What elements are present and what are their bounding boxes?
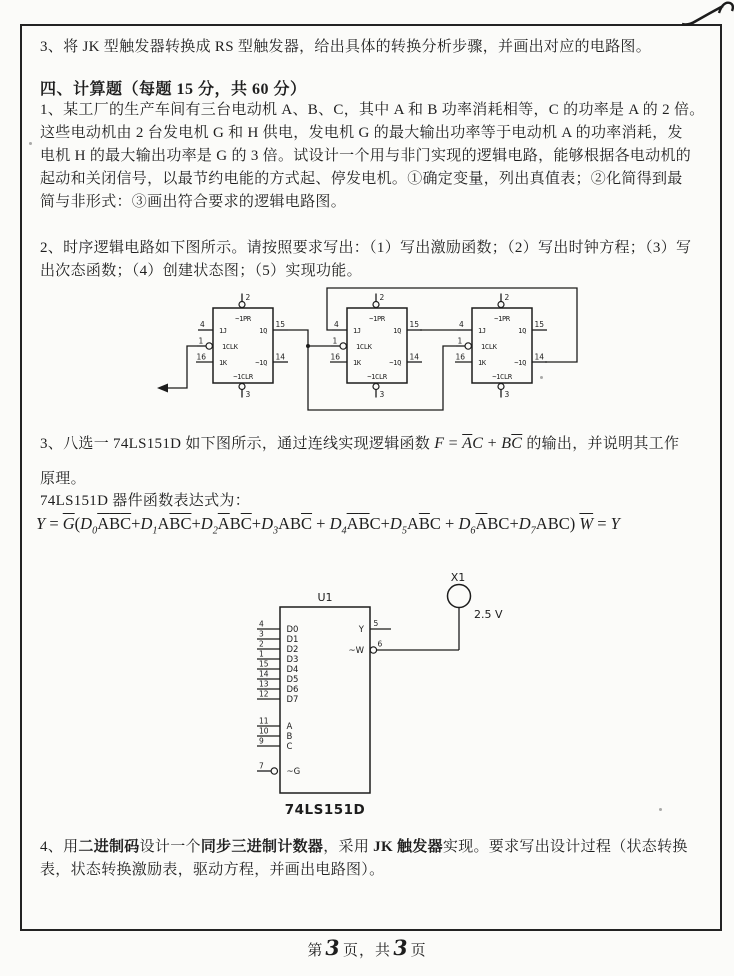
handwritten-page-number: 3: [323, 935, 343, 960]
pin-number: 16: [196, 352, 207, 362]
q-output-label: 1Q: [518, 327, 526, 335]
active-low-bubble: [498, 302, 504, 308]
section-4-header: 四、计算题（每题 15 分，共 60 分）: [40, 81, 307, 98]
multiplexer-circuit-diagram: [240, 563, 520, 825]
chip-pin-label: D0: [286, 625, 299, 636]
q1-line: 简与非形式：③画出符合要求的逻辑电路图。: [40, 194, 347, 210]
pin-number: 1: [198, 336, 204, 346]
k-input-label: 1K: [219, 359, 227, 367]
active-low-bubble: [373, 302, 379, 308]
chip-pin-label: ~G: [286, 767, 301, 778]
question-3-line2: 原理。: [40, 471, 86, 487]
pin-number: 14: [275, 352, 286, 362]
pin-number: 2: [245, 293, 251, 302]
chip-pin-number: 6: [377, 639, 383, 649]
chip-pin-number: 12: [259, 689, 269, 699]
chip-pin-number: 7: [259, 761, 264, 771]
not-q-output-label: ~1Q: [514, 359, 526, 367]
q2-line: 出次态函数；（4）创建状态图；（5）实现功能。: [40, 263, 362, 279]
chip-pin-label: D1: [286, 635, 299, 646]
chip-pin-label: B: [286, 732, 293, 743]
q-output-label: 1Q: [393, 327, 401, 335]
chip-pin-number: 11: [259, 716, 269, 726]
pin-number: 16: [330, 352, 341, 362]
clock-input-label: 1CLK: [481, 343, 497, 351]
chip-pin-number: 2: [259, 639, 264, 649]
probe-reference: X1: [450, 571, 466, 584]
jk-flipflop: [196, 293, 288, 399]
chip-pin-label: D5: [286, 675, 299, 686]
chip-pin-label: D7: [286, 695, 299, 706]
q1-line: 1、某工厂的生产车间有三台电动机 A、B、C，其中 A 和 B 功率消耗相等，C 的功率是 A 的 2 倍。: [40, 102, 705, 118]
chip-pin-label: Y: [358, 625, 364, 635]
scan-speck: [659, 808, 662, 811]
question-2-paragraph: [40, 237, 691, 283]
chip-pin-number: 13: [259, 679, 269, 689]
pin-number: 14: [409, 352, 420, 362]
q1-line: 起动和关闭信号，以最节约电能的方式起、停发电机。①确定变量，列出真值表；②化简得到最: [40, 171, 683, 187]
clock-input-label: 1CLK: [222, 343, 238, 351]
footer-text: 页: [410, 943, 427, 959]
clock-bubble: [340, 343, 346, 349]
chip-pin-number: 9: [259, 736, 264, 746]
active-low-bubble: [498, 384, 504, 390]
page-footer: [0, 937, 734, 960]
active-low-bubble: [239, 384, 245, 390]
q3-text-after-formula: 的输出，并说明其工作: [522, 436, 680, 452]
pin-number: 4: [200, 320, 205, 329]
clear-label: ~1CLR: [492, 373, 512, 381]
clock-bubble: [206, 343, 212, 349]
question-3-line3: 74LS151D 器件函数表达式为：: [40, 493, 250, 509]
chip-pin-label: D2: [286, 645, 299, 656]
question-3-line1: [40, 432, 679, 456]
q3-text-before-formula: 3、八选一 74LS151D 如下图所示，通过连线实现逻辑函数: [40, 436, 435, 452]
chip-pin-number: 1: [259, 649, 264, 659]
pin-number: 4: [334, 320, 339, 329]
j-input-label: 1J: [219, 327, 227, 335]
clock-input-label: 1CLK: [356, 343, 372, 351]
probe-value: 2.5 V: [474, 608, 503, 621]
wire-junction: [306, 344, 310, 348]
chip-pin-number: 4: [259, 619, 264, 629]
chip-pin-number: 5: [373, 619, 379, 628]
q2-line: 2、时序逻辑电路如下图所示。请按照要求写出：（1）写出激励函数；（2）写出时钟方程；（3）写: [40, 240, 692, 256]
q1-line: 这些电动机由 2 台发电机 G 和 H 供电，发电机 G 的最大输出功率等于电动机 A 的功率消耗，发: [40, 125, 683, 141]
chip-left-pins: [257, 620, 300, 778]
k-input-label: 1K: [353, 359, 361, 367]
chip-pin-number: 15: [259, 659, 269, 669]
question-4-line1: 4、用二进制码设计一个同步三进制计数器，采用 JK 触发器实现。要求写出设计过程（状态转换: [40, 839, 688, 855]
j-input-label: 1J: [353, 327, 361, 335]
jk-flipflop: [330, 293, 422, 399]
question-4-line2: 表，状态转换激励表，驱动方程，并画出电路图）。: [40, 862, 385, 878]
handwritten-corner-mark: [678, 0, 734, 30]
not-q-output-label: ~1Q: [255, 359, 267, 367]
chip-pin-label: D6: [286, 685, 299, 696]
chip-pin-label: D4: [286, 665, 299, 676]
pin-number: 16: [455, 352, 466, 362]
j-input-label: 1J: [478, 327, 486, 335]
chip-reference: U1: [317, 591, 333, 604]
preset-label: ~1PR: [369, 315, 385, 323]
device-function-formula: $Y = \overline{G}(D_0\overline{A}\overline{B}\overline{C}+D_1A\overline{B}\overline{C}+D_2\overline{A}B\overline{C}+D_3AB\overline{C} + D_4\overline{A}\overline{B}C+D_5A\overline{B}C + D_6\overline{A}BC+D_7ABC) \overline{W} = Y$: [36, 514, 620, 537]
question-1-paragraph: [40, 99, 705, 214]
target-function-formula: $F = \overline{A}C + B\overline{C}$: [434, 435, 523, 452]
q1-line: 电机 H 的最大输出功率是 G 的 3 倍。试设计一个用与非门实现的逻辑电路，能够根据各电动机的: [40, 148, 692, 164]
pin-number: 15: [275, 320, 286, 329]
chip-pin-number: 14: [259, 669, 269, 679]
pin-number: 1: [332, 336, 338, 346]
pin-number: 3: [379, 390, 385, 399]
pin-number: 14: [534, 352, 545, 362]
clock-input-arrow: [157, 384, 168, 393]
pin-number: 4: [459, 320, 464, 329]
footer-text: 第: [307, 943, 324, 959]
sequential-logic-circuit-diagram: [145, 281, 595, 421]
active-low-bubble: [239, 302, 245, 308]
active-low-bubble: [271, 768, 277, 774]
preset-label: ~1PR: [235, 315, 251, 323]
chip-part-number: 74LS151D: [284, 802, 366, 818]
chip-pin-label: D3: [286, 655, 299, 666]
pin-number: 1: [457, 336, 463, 346]
pin-number: 2: [504, 293, 510, 302]
pin-number: 3: [245, 390, 251, 399]
pin-number: 15: [409, 320, 420, 329]
chip-pin-label: C: [286, 742, 293, 753]
pin-number: 3: [504, 390, 510, 399]
chip-pin-number: 10: [259, 726, 269, 736]
clear-label: ~1CLR: [367, 373, 387, 381]
chip-pin-number: 3: [259, 629, 264, 639]
active-low-bubble: [370, 647, 376, 653]
handwritten-total-pages: 3: [391, 935, 411, 960]
chip-pin-label: A: [286, 722, 293, 733]
scan-speck: [29, 142, 32, 145]
preset-label: ~1PR: [494, 315, 510, 323]
active-low-bubble: [373, 384, 379, 390]
question-3-prev: 3、将 JK 型触发器转换成 RS 型触发器，给出具体的转换分析步骤，并画出对应的电路图。: [40, 39, 652, 55]
voltage-probe-symbol: [448, 585, 471, 608]
not-q-output-label: ~1Q: [389, 359, 401, 367]
k-input-label: 1K: [478, 359, 486, 367]
jk-flipflop: [455, 293, 547, 399]
pin-number: 2: [379, 293, 385, 302]
q-output-label: 1Q: [259, 327, 267, 335]
clear-label: ~1CLR: [233, 373, 253, 381]
pin-number: 15: [534, 320, 545, 329]
footer-text: 页，共: [342, 943, 391, 959]
clock-bubble: [465, 343, 471, 349]
chip-pin-label: ~W: [348, 646, 364, 656]
